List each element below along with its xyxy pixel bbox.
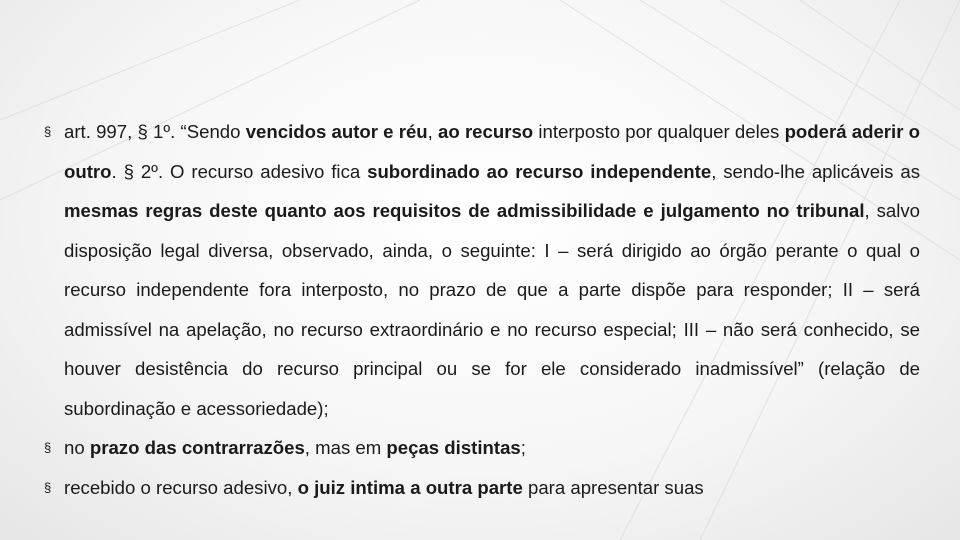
bullet-item-art997: [44, 112, 920, 428]
bullet-item-prazo: [44, 428, 920, 468]
text-segment: no: [64, 437, 90, 458]
bold-segment: subordinado ao recurso independente: [367, 160, 712, 182]
slide-body: [44, 112, 920, 507]
bullet-item-recebido: [44, 468, 920, 508]
text-segment: interposto por qualquer deles: [533, 121, 785, 142]
text-segment: para apresentar suas: [522, 476, 704, 498]
text-segment: ;: [520, 437, 526, 458]
text-segment: recebido o recurso adesivo,: [64, 476, 298, 498]
bullet-marker: §: [44, 440, 52, 455]
text-segment: art. 997, § 1º. “Sendo: [64, 121, 246, 142]
bullet-text: [64, 121, 920, 419]
bullet-text: [64, 477, 704, 498]
bold-segment: poderá aderir o outro: [64, 121, 921, 182]
text-segment: . § 2º. O recurso adesivo fica: [111, 160, 368, 182]
bold-segment: o juiz intima a outra parte: [297, 476, 523, 498]
bold-segment: prazo das contrarrazões: [89, 437, 305, 458]
bold-segment: vencidos autor e réu: [245, 121, 428, 142]
bold-segment: ao recurso: [438, 121, 534, 142]
bullet-text: [64, 437, 526, 458]
bullet-marker: §: [44, 479, 52, 495]
bold-segment: peças distintas: [386, 437, 521, 458]
text-segment: , mas em: [304, 437, 387, 458]
bold-segment: mesmas regras deste quanto aos requisitos de admissibilidade e julgamento no tribunal: [64, 200, 865, 221]
bullet-marker: §: [44, 124, 52, 139]
text-segment: , sendo-lhe aplicáveis as: [711, 160, 921, 182]
text-segment: ,: [427, 121, 439, 142]
text-segment: , salvo disposição legal diversa, observado, ainda, o seguinte: I – será dirigido ao órgão perante o qual o recurso independente fora interposto, no prazo de que a parte dispõe para responder; II – será admissível na apelação, no recurso extraordinário e no recurso especial; III – não será conhecido, se houver desistência do recurso principal ou se for ele considerado inadmissível” (relação de subordinação e acessoriedade);: [64, 200, 920, 419]
